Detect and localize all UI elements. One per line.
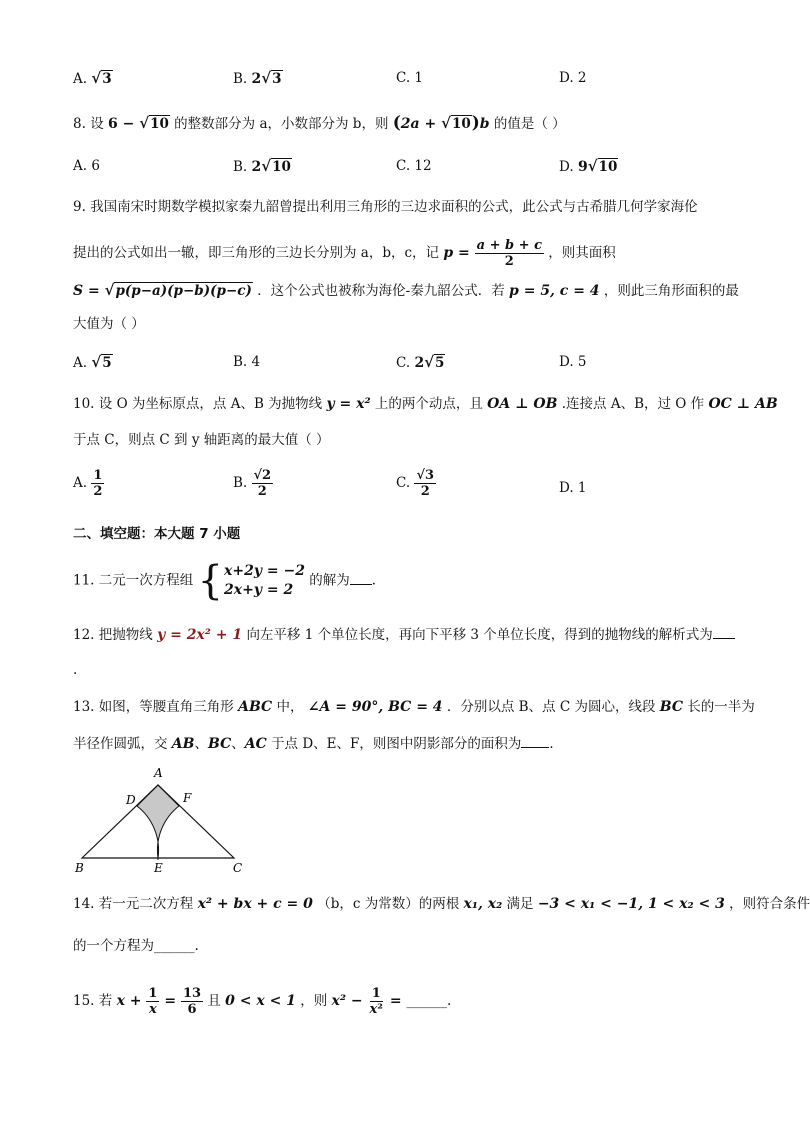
q7-option-c: C. 1 [396, 70, 424, 86]
label-a: A [154, 766, 163, 780]
label-e: E [154, 861, 163, 875]
q14-line-2: 的一个方程为______. [73, 938, 199, 954]
q7-option-d: D. 2 [559, 70, 587, 86]
q8-option-d: D. 9√10 [559, 157, 618, 175]
q9-option-b: B. 4 [233, 354, 261, 370]
q9-option-d: D. 5 [559, 354, 587, 370]
label-d: D [126, 793, 136, 807]
section-heading: 二、填空题：本大题 7 小题 [73, 526, 241, 542]
q14-line-1: 14. 若一元二次方程 x² + bx + c = 0 （b，c 为常数）的两根 x₁, x₂ 满足 −3 < x₁ < −1, 1 < x₂ < 3 ，则符合条件 [73, 896, 810, 912]
q9-line-4: 大值为（ ） [73, 316, 145, 332]
q11-equation-system: { x+2y = −2 2x+y = 2 [197, 558, 305, 604]
q12-answer-blank[interactable] [713, 624, 735, 639]
q8-stem: 8. 设 6 − √10 的整数部分为 a，小数部分为 b，则 (2a + √10)b 的值是（ ） [73, 113, 566, 133]
q12-line-2: . [73, 662, 78, 678]
q11-answer-blank[interactable] [350, 570, 372, 585]
q9-option-a: A. √5 [73, 353, 112, 371]
label-f: F [183, 791, 192, 805]
q15-stem: 15. 若 x + $\frac{1}{x}$ = $\frac{13}{6}$ 且 0 < x < 1 ，则 x² − $\frac{1}{\text{x²}}$ = ______. [73, 986, 452, 1017]
q13-line-2: 半径作圆弧，交 AB、BC、AC 于点 D、E、F，则图中阴影部分的面积为 ． [73, 733, 734, 754]
q12-stem: 12. 把抛物线 y = 2x² + 1 向左平移 1 个单位长度，再向下平移 3 个单位长度，得到的抛物线的解析式为 [73, 624, 734, 645]
q10-option-c: C. $\frac{√3}{2}$ [396, 468, 435, 499]
label-c: C [233, 861, 243, 875]
q7-option-a: A. √3 [73, 69, 112, 87]
shaded-region [137, 785, 179, 858]
q8-option-b: B. 2√10 [233, 157, 291, 175]
q10-option-a: A. $\frac{1}{2}$ [73, 468, 103, 499]
q10-line-1: 10. 设 O 为坐标原点，点 A、B 为抛物线 y = x² 上的两个动点，且 OA ⊥ OB .连接点 A、B，过 O 作 OC ⊥ AB [73, 396, 778, 412]
q10-line-2: 于点 C，则点 C 到 y 轴距离的最大值（ ） [73, 432, 330, 448]
q9-option-c: C. 2√5 [396, 353, 445, 371]
q11-stem: 11. 二元一次方程组 { x+2y = −2 2x+y = 2 的解为 ． [73, 558, 386, 604]
q10-option-d: D. 1 [559, 480, 587, 496]
q7-option-b: B. 2√3 [233, 69, 282, 87]
q9-line-1: 9. 我国南宋时期数学模拟家秦九韶曾提出利用三角形的三边求面积的公式，此公式与古希腊几何学家海伦 [73, 199, 698, 215]
q8-option-a: A. 6 [73, 158, 100, 174]
q10-option-b: B. $\frac{√2}{2}$ [233, 468, 272, 499]
label-b: B [75, 861, 84, 875]
q13-triangle-figure [70, 762, 260, 877]
q8-option-c: C. 12 [396, 158, 432, 174]
q9-line-3: S = √p(p−a)(p−b)(p−c) ．这个公式也被称为海伦-秦九韶公式．若 p = 5, c = 4 ，则此三角形面积的最 [73, 281, 739, 299]
q13-answer-blank[interactable] [521, 733, 549, 748]
q9-line-2: 提出的公式如出一辙，即三角形的三边长分别为 a，b，c，记 p = $\frac{a + b + c}{2}$ ，则其面积 [73, 238, 616, 269]
q13-line-1: 13. 如图，等腰直角三角形 ABC 中， ∠A = 90°, BC = 4 ．分别以点 B、点 C 为圆心，线段 BC 长的一半为 [73, 699, 755, 715]
